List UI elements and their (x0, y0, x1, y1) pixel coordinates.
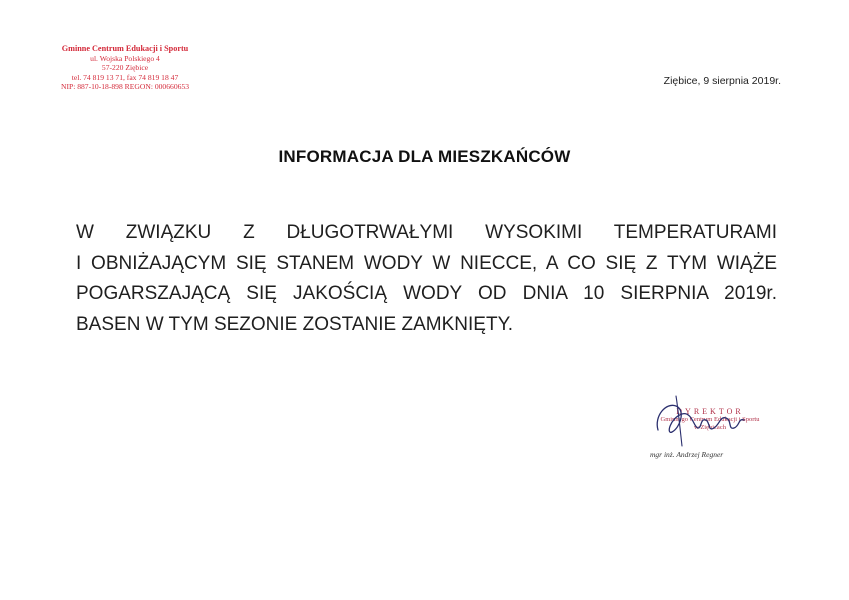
letterhead-postal: 57-220 Ziębice (101, 63, 149, 73)
letterhead-nip-regon: NIP: 887-10-18-898 REGON: 000660653 (60, 82, 190, 92)
document-body (76, 218, 777, 340)
letterhead-organization: Gminne Centrum Edukacji i Sportu (61, 44, 189, 53)
letterhead-street: ul. Wojska Polskiego 4 (90, 53, 160, 63)
letterhead-stamp (40, 44, 210, 92)
signature-name: mgr inż. Andrzej Regner (650, 450, 724, 459)
signature-org-line2: w Ziębicach (694, 424, 726, 431)
body-line-2: I OBNIŻAJĄCYM SIĘ STANEM WODY W NIECCE, A CO SIĘ Z TYM WIĄŻE (76, 252, 777, 274)
letterhead-phone-fax: tel. 74 819 13 71, fax 74 819 18 47 (71, 72, 179, 82)
body-line-1: W ZWIĄZKU Z DŁUGOTRWAŁYMI WYSOKIMI TEMPERATURAMI (76, 222, 777, 243)
signature-block (636, 388, 786, 468)
document-title: INFORMACJA DLA MIESZKAŃCÓW (278, 147, 571, 166)
handwritten-signature (636, 388, 786, 458)
signature-org-line1: Gminnego Centrum Edukacji i Sportu (660, 416, 760, 423)
document-date: Ziębice, 9 sierpnia 2019r. (663, 75, 781, 87)
body-line-4: BASEN W TYM SEZONIE ZOSTANIE ZAMKNIĘTY. (76, 313, 514, 335)
signature-title: DYREKTOR (676, 407, 744, 416)
body-line-3: POGARSZAJĄCĄ SIĘ JAKOŚCIĄ WODY OD DNIA 10 SIERPNIA 2019r. (76, 283, 777, 305)
